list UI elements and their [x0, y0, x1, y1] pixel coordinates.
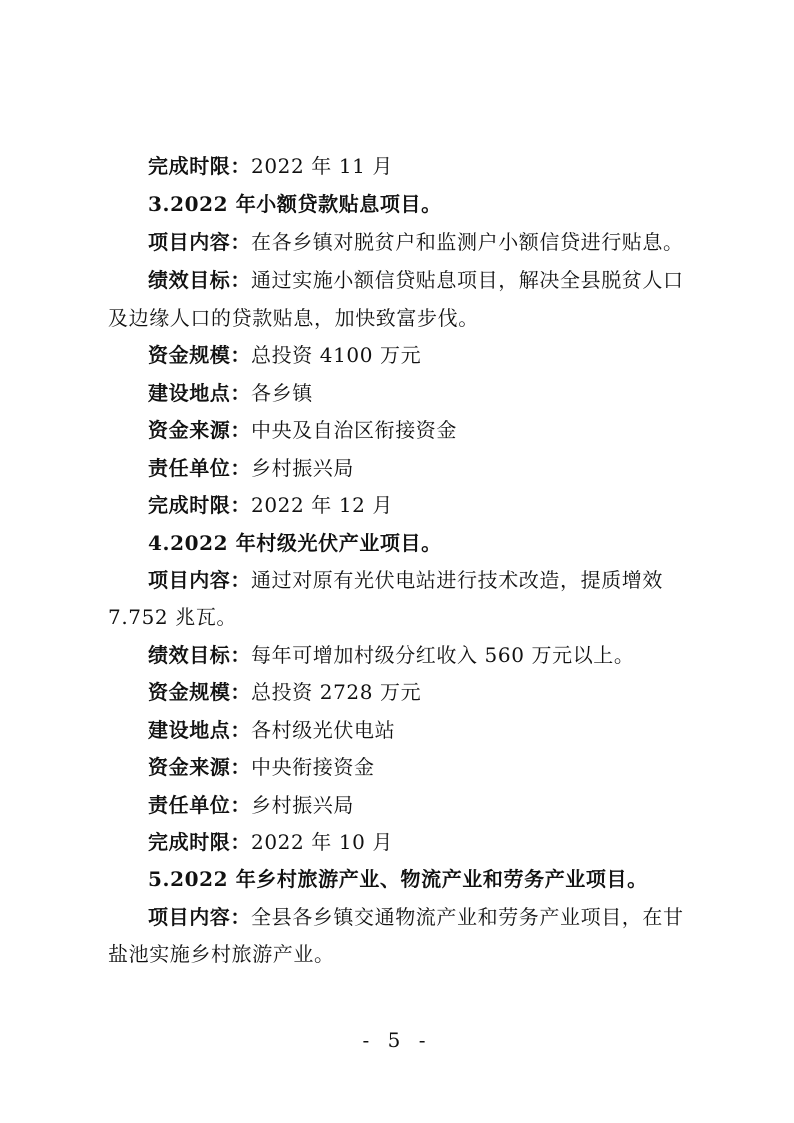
- field-value: 乡村振兴局: [251, 793, 354, 817]
- field-label: 责任单位：: [148, 456, 251, 480]
- field-value: 全县各乡镇交通物流产业和劳务产业项目，在甘: [251, 905, 684, 929]
- performance-target-line: [148, 641, 698, 669]
- field-label: 项目内容：: [148, 568, 251, 592]
- field-label: 资金规模：: [148, 680, 251, 704]
- funding-scale-line: [148, 341, 698, 369]
- field-value: 2022 年 10 月: [251, 830, 394, 854]
- field-value: 各村级光伏电站: [251, 718, 396, 742]
- field-label: 完成时限：: [148, 154, 251, 178]
- project-content-line: [148, 228, 698, 256]
- field-label: 责任单位：: [148, 793, 251, 817]
- field-value: 各乡镇: [251, 381, 313, 405]
- project-content-line: [148, 566, 698, 594]
- project-content-line: [148, 903, 698, 931]
- field-label: 绩效目标：: [148, 643, 251, 667]
- field-label: 资金来源：: [148, 418, 251, 442]
- field-label: 资金规模：: [148, 343, 251, 367]
- section-heading-3: 3.2022 年小额贷款贴息项目。: [148, 192, 442, 216]
- completion-deadline-line: [148, 828, 698, 856]
- performance-target-line: [148, 266, 698, 294]
- continuation-line: 7.752 兆瓦。: [108, 605, 238, 629]
- field-value: 总投资 4100 万元: [251, 343, 422, 367]
- completion-deadline-line: [148, 491, 698, 519]
- field-label: 项目内容：: [148, 905, 251, 929]
- responsible-unit-line: [148, 454, 698, 482]
- field-label: 资金来源：: [148, 755, 251, 779]
- field-label: 建设地点：: [148, 718, 251, 742]
- funding-source-line: [148, 753, 698, 781]
- field-label: 建设地点：: [148, 381, 251, 405]
- field-value: 通过实施小额信贷贴息项目，解决全县脱贫人口: [251, 268, 684, 292]
- field-value: 乡村振兴局: [251, 456, 354, 480]
- field-value: 通过对原有光伏电站进行技术改造，提质增效: [251, 568, 663, 592]
- field-label: 绩效目标：: [148, 268, 251, 292]
- field-label: 完成时限：: [148, 493, 251, 517]
- section-heading-5: 5.2022 年乡村旅游产业、物流产业和劳务产业项目。: [148, 867, 648, 891]
- construction-site-line: [148, 379, 698, 407]
- continuation-line: 及边缘人口的贷款贴息，加快致富步伐。: [108, 306, 479, 330]
- field-value: 总投资 2728 万元: [251, 680, 422, 704]
- continuation-line: 盐池实施乡村旅游产业。: [108, 942, 335, 966]
- page-number: - 5 -: [362, 1028, 432, 1052]
- responsible-unit-line: [148, 791, 698, 819]
- funding-source-line: [148, 416, 698, 444]
- field-value: 中央及自治区衔接资金: [251, 418, 457, 442]
- completion-deadline-line: [148, 152, 698, 180]
- field-value: 2022 年 12 月: [251, 493, 394, 517]
- section-heading-4: 4.2022 年村级光伏产业项目。: [148, 531, 442, 555]
- funding-scale-line: [148, 678, 698, 706]
- field-value: 每年可增加村级分红收入 560 万元以上。: [251, 643, 635, 667]
- field-label: 完成时限：: [148, 830, 251, 854]
- field-value: 中央衔接资金: [251, 755, 375, 779]
- construction-site-line: [148, 716, 698, 744]
- field-value: 2022 年 11 月: [251, 154, 394, 178]
- field-label: 项目内容：: [148, 230, 251, 254]
- field-value: 在各乡镇对脱贫户和监测户小额信贷进行贴息。: [251, 230, 684, 254]
